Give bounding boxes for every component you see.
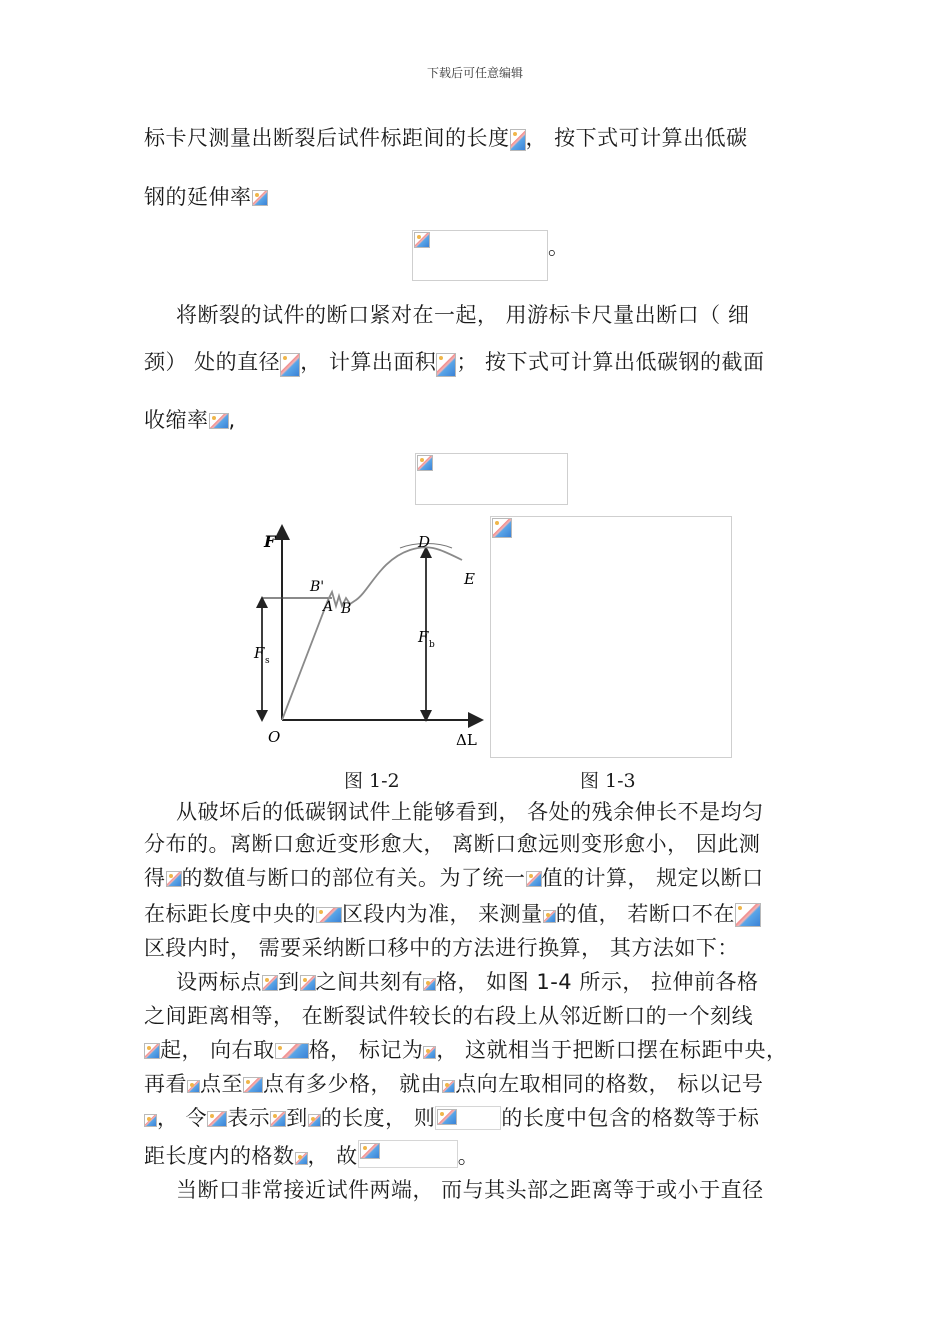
text-line [144, 406, 236, 434]
text: 起， 向右取 [160, 1038, 275, 1062]
text: 区段内为准， 来测量 [342, 902, 543, 926]
image-placeholder-icon [262, 975, 278, 991]
image-placeholder-icon [280, 353, 300, 377]
text: 之间共刻有 [315, 970, 423, 994]
text-line [176, 968, 759, 996]
text: 到 [286, 1106, 308, 1130]
force-elongation-diagram [240, 520, 490, 752]
image-placeholder-icon [417, 455, 433, 471]
image-placeholder-icon [436, 353, 456, 377]
formula-image-frame [415, 453, 568, 505]
text-line [144, 864, 764, 892]
text: ， 故 [307, 1144, 358, 1168]
text: ； 按下式可计算出低碳钢的截面 [456, 350, 765, 374]
formula-image-frame [412, 230, 548, 281]
image-placeholder-icon [207, 1111, 227, 1127]
text: 格， 如图 1-4 所示， 拉伸前各格 [436, 970, 759, 994]
image-placeholder-icon [316, 907, 342, 923]
text: 。 [457, 1144, 480, 1168]
text: 分布的。离断口愈近变形愈大， 离断口愈远则变形愈小， 因此测 [144, 832, 761, 856]
text: 值的计算， 规定以断口 [541, 866, 764, 890]
text: 到 [278, 970, 300, 994]
image-placeholder-icon [360, 1143, 380, 1159]
text-line [548, 233, 570, 261]
text: 之间距离相等， 在断裂试件较长的右段上从邻近断口的一个刻线 [144, 1004, 754, 1028]
text: 的长度， 则 [320, 1106, 436, 1130]
text: 的长度中包含的格数等于标 [501, 1106, 760, 1130]
text: ， 计算出面积 [300, 350, 437, 374]
text-line [144, 900, 761, 928]
label-D: D [418, 533, 431, 551]
image-placeholder-icon [295, 1152, 308, 1165]
image-placeholder-icon [144, 1043, 160, 1059]
label-B: B [341, 601, 352, 617]
image-placeholder-icon [300, 975, 316, 991]
text-line [144, 1104, 759, 1132]
text: 的值， 若断口不在 [555, 902, 735, 926]
text: 得 [144, 866, 166, 890]
text: ， 按下式可计算出低碳 [525, 126, 748, 150]
image-placeholder-icon [187, 1080, 200, 1093]
image-placeholder-icon [209, 413, 229, 429]
label-Fs: F [254, 644, 265, 662]
label-O: O [268, 728, 281, 746]
text: 区段内时， 需要采纳断口移中的方法进行换算， 其方法如下： [144, 936, 739, 960]
text: 再看 [144, 1072, 187, 1096]
text: 收缩率 [144, 408, 209, 432]
label-dL: ΔL [456, 731, 477, 749]
text-line [144, 1036, 788, 1064]
text-line [144, 934, 739, 962]
text: ， 这就相当于把断口摆在标距中央， [436, 1038, 788, 1062]
text: 设两标点 [176, 970, 262, 994]
label-A: A [323, 599, 334, 615]
formula-inline-frame [435, 1106, 501, 1130]
text-line [144, 183, 268, 211]
image-placeholder-icon [526, 871, 542, 887]
text: 点至 [200, 1072, 243, 1096]
text-line [144, 830, 760, 858]
force-curve [282, 547, 462, 720]
image-placeholder-icon [543, 910, 556, 923]
text: 。 [548, 235, 570, 259]
text-line [144, 1070, 763, 1098]
image-placeholder-icon [423, 1046, 436, 1059]
text-line [144, 1002, 753, 1030]
text-line [176, 301, 749, 329]
text: 将断裂的试件的断口紧对在一起， 用游标卡尺量出断口（ 细 [176, 303, 750, 327]
text-line [144, 348, 765, 377]
figure-image-frame [490, 516, 732, 758]
image-placeholder-icon [270, 1111, 286, 1127]
text: , [228, 408, 236, 432]
image-placeholder-icon [308, 1114, 321, 1127]
text: 颈） 处的直径 [144, 350, 281, 374]
text: 表示 [227, 1106, 271, 1130]
text: 的数值与断口的部位有关。为了统一 [181, 866, 526, 890]
text: 格， 标记为 [308, 1038, 424, 1062]
label-E: E [464, 570, 475, 588]
text: 标卡尺测量出断裂后试件标距间的长度 [144, 126, 510, 150]
image-placeholder-icon [735, 903, 761, 927]
image-placeholder-icon [243, 1077, 263, 1093]
figure-caption: 图 1-2 [344, 770, 400, 792]
label-Fs-subscript: s [265, 656, 270, 666]
image-placeholder-icon [437, 1109, 457, 1125]
image-placeholder-icon [166, 871, 182, 887]
label-Fb-subscript: b [429, 640, 435, 650]
text: 从破坏后的低碳钢试件上能够看到， 各处的残余伸长不是均匀 [176, 800, 764, 824]
text: 当断口非常接近试件两端， 而与其头部之距离等于或小于直径 [176, 1178, 764, 1202]
image-placeholder-icon [423, 978, 436, 991]
label-Fb: F [418, 628, 429, 646]
formula-inline-frame [358, 1140, 458, 1168]
figure-caption: 图 1-3 [580, 770, 636, 792]
image-placeholder-icon [442, 1080, 455, 1093]
text: ， 令 [157, 1106, 208, 1130]
image-placeholder-icon [510, 129, 526, 151]
text-line [144, 1140, 479, 1170]
image-placeholder-icon [252, 190, 268, 206]
text: 距长度内的格数 [144, 1144, 295, 1168]
text: 在标距长度中央的 [144, 902, 316, 926]
text: 点有多少格， 就由 [263, 1072, 443, 1096]
text-line [176, 1176, 764, 1204]
image-placeholder-icon [144, 1114, 157, 1127]
text: 钢的延伸率 [144, 185, 252, 209]
image-placeholder-icon [414, 232, 430, 248]
label-Bprime: B' [310, 579, 325, 595]
text-line [144, 124, 748, 152]
text: 点向左取相同的格数， 标以记号 [455, 1072, 764, 1096]
image-placeholder-icon [492, 518, 512, 538]
image-placeholder-icon [275, 1043, 309, 1059]
label-F: F [264, 532, 276, 551]
page-header: 下载后可任意编辑 [426, 66, 523, 80]
text-line [176, 798, 764, 826]
